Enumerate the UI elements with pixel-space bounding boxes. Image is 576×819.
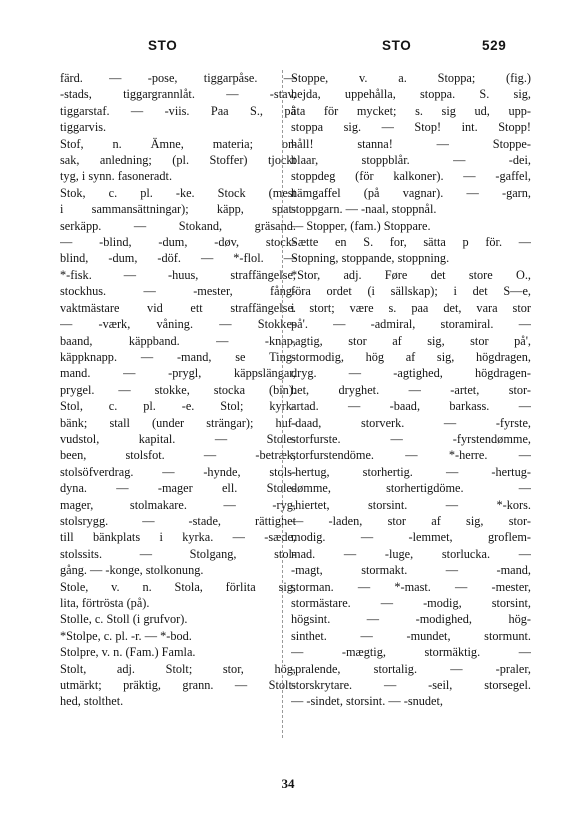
text-line: Stof, n. Ämne, materia; or- <box>60 136 296 151</box>
text-line: modig. — -lemmet, groflem- <box>291 530 531 545</box>
text-line: storskrytare. — -seil, storsegel. <box>291 678 531 693</box>
text-line: Stolt, adj. Stolt; stor, hög, <box>60 661 296 676</box>
text-line: hämgaffel (på vagnar). — -garn, <box>291 185 531 200</box>
text-line: -pralende, stortalig. — -praler, <box>291 661 531 676</box>
text-line: stolsöfverdrag. — -hynde, stols- <box>60 464 296 479</box>
text-line: föra ordet (i sällskap); i det S—e, <box>291 284 531 299</box>
text-line: storfurste. — -fyrstendømme, <box>291 431 531 446</box>
text-line: -daad, storverk. — -fyrste, <box>291 415 531 430</box>
text-line: *-fisk. — -huus, straffängelse, <box>60 267 296 282</box>
text-line: — -blind, -dum, -døv, stock- <box>60 235 296 250</box>
text-line: stoppgarn. — -naal, stoppnål. <box>291 202 437 217</box>
text-line: vaktmästare vid ett straffängelse. <box>60 300 296 315</box>
text-line: stolssits. — Stolgang, stol- <box>60 546 296 561</box>
text-line: Stolpre, v. n. (Fam.) Famla. <box>60 645 196 660</box>
text-line: Stopning, stoppande, stoppning. <box>291 251 450 266</box>
text-line: vudstol, kapital. — Stole- <box>60 431 296 446</box>
text-line: Stolle, c. Stoll (i grufvor). <box>60 612 188 627</box>
text-line: -stads, tiggargrannlåt. — -stav, <box>60 87 296 102</box>
header-right-guide-word: STO <box>382 38 412 53</box>
text-line: på'. — -admiral, storamiral. — <box>291 317 531 332</box>
text-line: till bänkplats i kyrka. — -sæde, <box>60 530 296 545</box>
text-line: Stole, v. n. Stola, förlita sig, <box>60 579 296 594</box>
text-line: Stok, c. pl. -ke. Stock (mest <box>60 185 296 200</box>
text-line: stoppdeg (för kalkoner). — -gaffel, <box>291 169 531 184</box>
text-line: -agtig, stor af sig, stor på', <box>291 333 531 348</box>
text-line: stockhus. — -mester, fång- <box>60 284 296 299</box>
text-line: högsint. — -modighed, hög- <box>291 612 531 627</box>
text-line: dryg. — -agtighed, högdragen- <box>291 366 531 381</box>
text-line: het, dryghet. — -artet, stor- <box>291 382 531 397</box>
text-line: håll! stanna! — Stoppe- <box>291 136 531 151</box>
text-line: artad. — -baad, barkass. — <box>291 399 531 414</box>
text-line: serkäpp. — Stokand, gräsand. <box>60 218 296 233</box>
column-divider <box>282 70 283 738</box>
right-column <box>291 70 531 710</box>
text-line: mad. — -luge, storlucka. — <box>291 546 531 561</box>
text-line: -hertug, storhertig. — -hertug- <box>291 464 531 479</box>
text-line: — -mægtig, stormäktig. — <box>291 645 531 660</box>
text-line: käppknapp. — -mand, se Ting- <box>60 349 296 364</box>
text-line: lita, förtrösta (på). <box>60 596 150 610</box>
text-line: stormodig, hög af sig, högdragen, <box>291 349 531 364</box>
text-line: — -laden, stor af sig, stor- <box>291 513 531 528</box>
text-line: tyg, i synn. fasoneradt. <box>60 169 173 184</box>
text-line: hed, stolthet. <box>60 694 124 709</box>
text-line: stoppa sig. — Stop! int. Stopp! <box>291 120 531 135</box>
text-line: mager, stolmakare. — -ryg, <box>60 497 296 512</box>
text-line: bänk; stall (under strängar); huf- <box>60 415 296 430</box>
text-line: baand, käppband. — -knap, <box>60 333 296 348</box>
text-line: -magt, stormakt. — -mand, <box>291 563 531 578</box>
text-line: been, stolsfot. — -betræk, <box>60 448 296 463</box>
text-line: färd. — -pose, tiggarpåse. — <box>60 71 296 85</box>
text-line: blaar, stoppblår. — -dei, <box>291 153 531 168</box>
text-line: — Stopper, (fam.) Stoppare. <box>291 218 431 233</box>
header-left-guide-word: STO <box>148 38 178 53</box>
text-line: -hiertet, storsint. — *-kors. <box>291 497 531 512</box>
header-page-number: 529 <box>482 38 507 53</box>
text-line: storman. — *-mast. — -mester, <box>291 579 531 594</box>
text-line: utmärkt; präktig, grann. — Stolt- <box>60 678 296 693</box>
text-line: sinthet. — -mundet, stormunt. <box>291 628 531 643</box>
text-line: prygel. — stokke, stocka (bin). <box>60 382 296 397</box>
text-line: Stoppe, v. a. Stoppa; (fig.) <box>291 71 531 85</box>
left-column <box>60 70 296 710</box>
text-line: tiggarvis. <box>60 120 107 135</box>
text-line: stolsrygg. — -stade, rättighet <box>60 513 296 528</box>
text-line: Stol, c. pl. -e. Stol; kyrk- <box>60 399 296 414</box>
text-line: i sammansättningar); käpp, spat- <box>60 202 296 217</box>
text-line: dømme, storhertigdöme. — <box>291 481 531 496</box>
text-line: dyna. — -mager ell. Stole- <box>60 481 296 496</box>
text-line: mand. — -prygl, käppslängar, <box>60 366 296 381</box>
text-line: äta för mycket; s. sig ud, upp- <box>291 103 531 118</box>
text-line: *Stor, adj. Føre det store O., <box>291 267 531 282</box>
text-line: blind, -dum, -döf. — *-flol. — <box>60 251 296 266</box>
text-line: storfurstendöme. — *-herre. — <box>291 448 531 463</box>
text-line: tiggarstaf. — -viis. Paa S., på <box>60 103 296 118</box>
text-line: *Stolpe, c. pl. -r. — *-bod. <box>60 628 192 643</box>
text-line: gång. — -konge, stolkonung. <box>60 563 204 578</box>
text-line: hejda, uppehålla, stoppa. S. sig, <box>291 87 531 102</box>
text-line: stormästare. — -modig, storsint, <box>291 596 531 610</box>
text-line: — -sindet, storsint. — -snudet, <box>291 694 443 709</box>
text-line: i stort; være s. paa det, vara stor <box>291 300 531 315</box>
text-line: — -værk, våning. — Stokke- <box>60 317 296 332</box>
text-line: Sætte en S. for, sätta p för. — <box>291 235 531 250</box>
running-header <box>0 38 576 58</box>
footer-signature-number: 34 <box>281 776 295 791</box>
text-line: sak, anledning; (pl. Stoffer) tjockt <box>60 153 296 168</box>
